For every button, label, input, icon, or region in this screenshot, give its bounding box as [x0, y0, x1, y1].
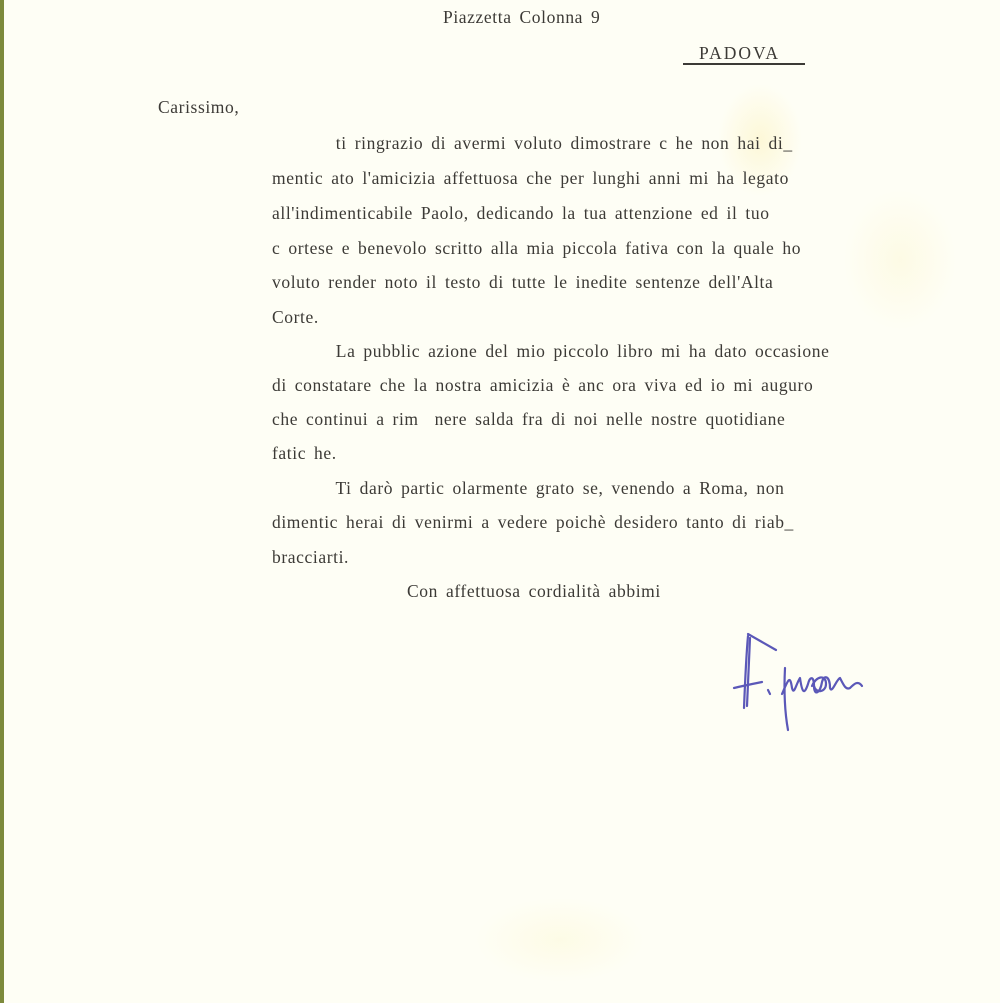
city-underline [683, 63, 805, 65]
sender-city: PADOVA [699, 43, 781, 63]
handwritten-signature [730, 628, 880, 738]
salutation: Carissimo, [158, 97, 240, 117]
sender-address: Piazzetta Colonna 9 [443, 7, 601, 27]
signature-icon [730, 628, 880, 738]
paragraph-1-line-2: mentic ato l'amicizia affettuosa che per lunghi anni mi ha legato [272, 168, 789, 188]
page-edge-strip [0, 0, 4, 1003]
paragraph-3-line-1: Ti darò partic olarmente grato se, venendo a Roma, non [272, 478, 785, 498]
paragraph-2-line-4: fatic he. [272, 443, 337, 463]
paragraph-1-line-4: c ortese e benevolo scritto alla mia piccola fativa con la quale ho [272, 238, 802, 258]
paragraph-2-line-1: La pubblic azione del mio piccolo libro mi ha dato occasione [272, 341, 830, 361]
paragraph-3-line-2: dimentic herai di venirmi a vedere poichè desidero tanto di riab_ [272, 512, 794, 532]
paragraph-1-line-3: all'indimenticabile Paolo, dedicando la tua attenzione ed il tuo [272, 203, 770, 223]
paragraph-3-line-3: bracciarti. [272, 547, 350, 567]
paragraph-1-line-1: ti ringrazio di avermi voluto dimostrare c he non hai di_ [272, 133, 793, 153]
paragraph-1-line-6: Corte. [272, 307, 319, 327]
paragraph-2-line-2: di constatare che la nostra amicizia è anc ora viva ed io mi auguro [272, 375, 814, 395]
paragraph-1-line-5: voluto render noto il testo di tutte le inedite sentenze dell'Alta [272, 272, 774, 292]
paragraph-2-line-3: che continui a rim nere salda fra di noi nelle nostre quotidiane [272, 409, 786, 429]
closing-line: Con affettuosa cordialità abbimi [407, 581, 661, 601]
